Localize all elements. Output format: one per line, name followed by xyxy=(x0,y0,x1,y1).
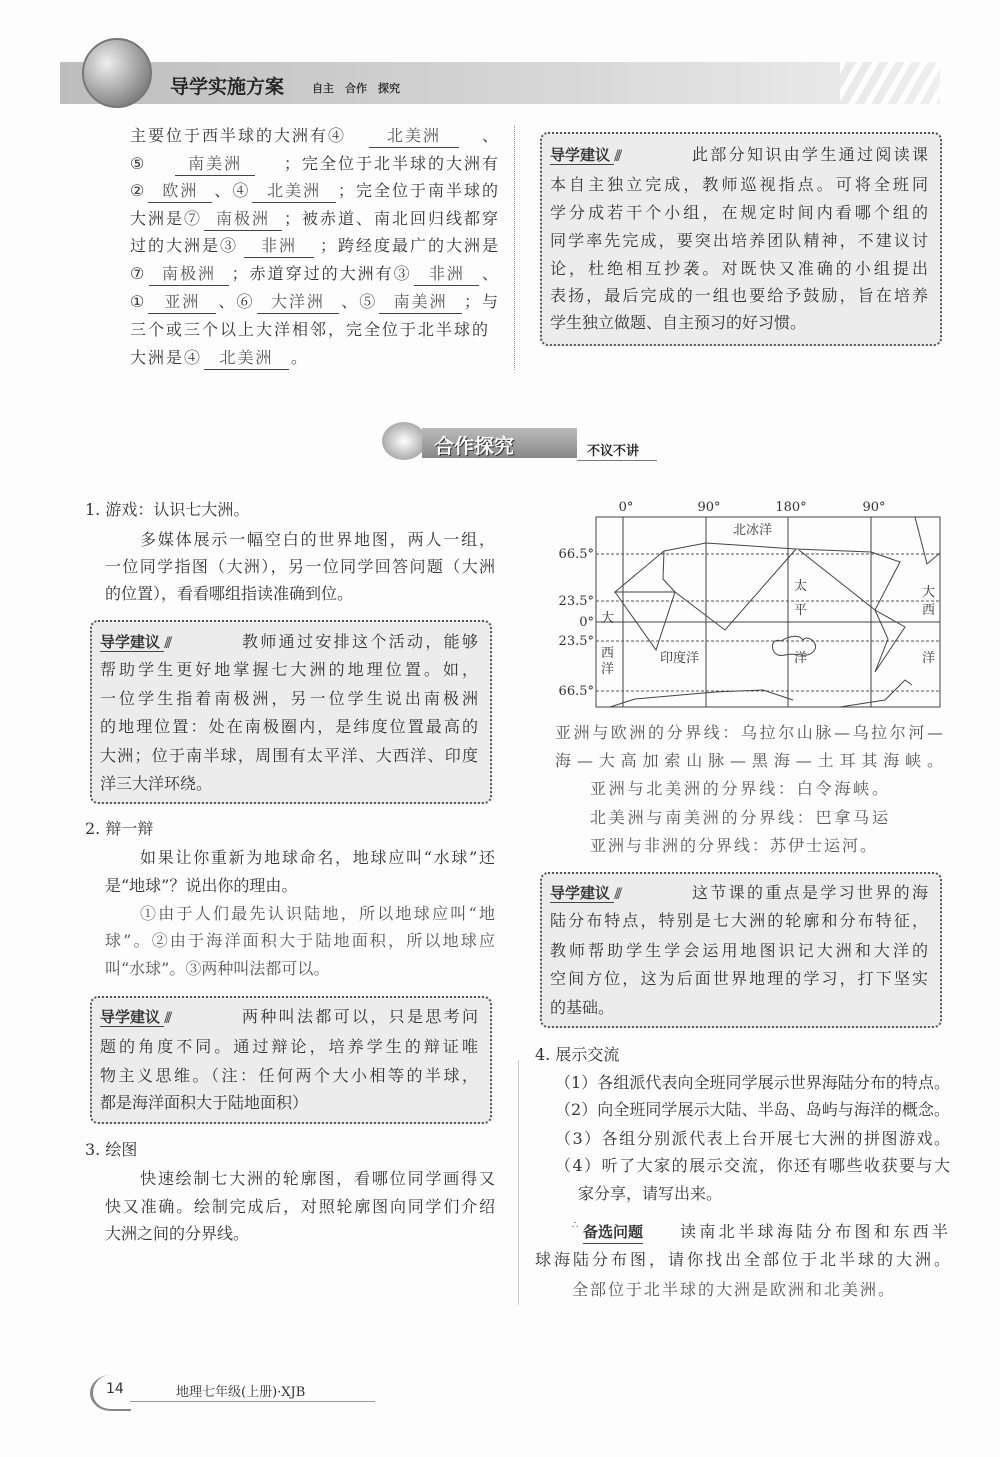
header-title: 导学实施方案 xyxy=(170,76,285,98)
ocean-label-pacific: 洋 xyxy=(794,651,808,666)
question-4-item: （3）各组分别派代表上台开展七大洲的拼图游戏。 xyxy=(555,1129,950,1148)
fill-line xyxy=(130,153,500,176)
tip-label: 导学建议 xyxy=(100,633,164,652)
question-3-text: 快又准确。绘制完成后，对照轮廓图向同学们介绍 xyxy=(105,1197,495,1216)
tip-text: 学生独立做题、自主预习的好习惯。 xyxy=(550,313,807,332)
fill-text: 、 xyxy=(481,264,500,283)
slash-decoration-icon: /// xyxy=(164,635,170,651)
tip-text: 题的角度不同。通过辩论，培养学生的辩证唯 xyxy=(100,1037,478,1056)
answer-blank: 南极洲 xyxy=(149,263,229,286)
ocean-label-pacific: 平 xyxy=(794,603,808,618)
column-divider xyxy=(514,125,515,370)
ocean-label-atlantic-east: 大 xyxy=(922,585,936,600)
ocean-label-atlantic-east: 西 xyxy=(922,603,936,618)
fill-line xyxy=(130,291,500,314)
tip-label: 导学建议 xyxy=(100,1008,164,1027)
book-icon xyxy=(382,422,426,460)
boundary-text: 亚洲与北美洲的分界线：白令海峡。 xyxy=(590,779,890,798)
longitude-label: 90° xyxy=(862,500,886,515)
tip-text: 教师帮助学生学会运用地图识记大洲和大洋的 xyxy=(550,941,928,960)
tip-label-1 xyxy=(550,144,633,167)
ocean-label-atlantic-east: 洋 xyxy=(922,651,936,666)
answer-blank: 北美洲 xyxy=(204,347,289,370)
ocean-label-atlantic-west: 西 xyxy=(601,646,615,661)
answer-blank: 亚洲 xyxy=(148,291,216,314)
fill-line xyxy=(130,180,500,203)
boundary-text: 亚洲与欧洲的分界线：乌拉尔山脉—乌拉尔河— xyxy=(555,723,945,742)
ocean-label-atlantic-west: 大 xyxy=(601,611,615,626)
fill-text: ⑦ xyxy=(130,264,147,283)
fill-line xyxy=(130,125,500,148)
section-banner xyxy=(372,420,657,462)
tip-text: 大洲；位于南半球，周围有太平洋、大西洋、印度 xyxy=(100,746,478,765)
tip-text: 同学率先完成，要突出培养团队精神，不建议讨 xyxy=(550,231,928,250)
tip-label-4 xyxy=(550,882,633,905)
tip-text: 洋三大洋环绕。 xyxy=(100,774,213,793)
fill-text: 大洲是④ xyxy=(130,348,203,367)
ocean-label-pacific: 太 xyxy=(794,579,808,594)
ocean-label-indian: 印度洋 xyxy=(660,651,700,666)
sparkle-icon: ∴ xyxy=(572,1220,579,1231)
fill-text: 主要位于西半球的大洲有④ xyxy=(130,126,347,145)
answer-blank: 南美洲 xyxy=(175,153,255,176)
footer-rule xyxy=(130,1401,375,1402)
question-1-heading: 1. 游戏：认识七大洲。 xyxy=(85,500,250,519)
question-1-text: 多媒体展示一幅空白的世界地图，两人一组， xyxy=(140,530,495,549)
optional-question: 球海陆分布图，请你找出全部位于北半球的大洲。 xyxy=(535,1250,950,1269)
boundary-text: 亚洲与非洲的分界线：苏伊士运河。 xyxy=(590,836,879,855)
tip-text: 空间方位，这为后面世界地理的学习，打下坚实 xyxy=(550,969,928,988)
section-title: 合作探究 xyxy=(434,434,514,458)
question-2-text: 如果让你重新为地球命名，地球应叫“水球”还 xyxy=(140,848,495,867)
question-3-heading: 3. 绘图 xyxy=(85,1140,138,1159)
fill-text: ；赤道穿过的大洲有③ xyxy=(231,264,412,283)
tip-label: 导学建议 xyxy=(550,146,614,165)
tip-text: 这节课的重点是学习世界的海 xyxy=(692,883,928,902)
fill-text: 、⑥ xyxy=(218,292,255,311)
question-1-text: 一位同学指图（大洲），另一位同学回答问题（大洲 xyxy=(105,557,495,576)
fill-text: ；被赤道、南北回归线都穿 xyxy=(283,209,500,228)
optional-label: 备选问题 xyxy=(583,1221,643,1244)
answer-blank: 南极洲 xyxy=(204,208,282,231)
question-4-item: （1）各组派代表向全班同学展示世界海陆分布的特点。 xyxy=(555,1073,950,1092)
fill-text: ① xyxy=(130,292,147,311)
slash-decoration-icon: /// xyxy=(614,148,620,164)
question-4-item: （4）听了大家的展示交流，你还有哪些收获要与大 xyxy=(555,1156,950,1175)
question-4-heading: 4. 展示交流 xyxy=(535,1045,620,1064)
fill-text: ；完全位于北半球的大洲有 xyxy=(283,154,500,173)
tip-label: 导学建议 xyxy=(550,884,614,903)
longitude-label: 0° xyxy=(618,500,634,515)
tip-text: 的地理位置：处在南极圈内，是纬度位置最高的 xyxy=(100,717,478,736)
tip-text: 都是海洋面积大于陆地面积） xyxy=(100,1093,309,1112)
tip-text: 论，杜绝相互抄袭。对既快又准确的小组提出 xyxy=(550,259,928,278)
latitude-label: 23.5° xyxy=(558,634,594,649)
fill-text: 过的大洲是③ xyxy=(130,236,239,255)
fill-text: 、⑤ xyxy=(341,292,378,311)
question-2-text: 是“地球”？说出你的理由。 xyxy=(105,876,298,895)
fill-line xyxy=(130,235,500,258)
slash-decoration-icon: /// xyxy=(614,886,620,902)
fill-line xyxy=(130,208,500,231)
header-subtitle: 自主 合作 探究 xyxy=(312,82,400,95)
fill-line xyxy=(130,263,500,286)
question-3-text: 大洲之间的分界线。 xyxy=(105,1224,250,1243)
tip-text: 本自主独立完成，教师巡视指点。可将全班同 xyxy=(550,175,928,194)
fill-text: ⑤ xyxy=(130,154,147,173)
latitude-label: 23.5° xyxy=(558,594,594,609)
optional-answer: 全部位于北半球的大洲是欧洲和北美洲。 xyxy=(572,1280,897,1299)
book-title: 地理七年级(上册)·XJB xyxy=(176,1385,306,1400)
tip-text: 两种叫法都可以，只是思考问 xyxy=(242,1007,478,1026)
answer-blank: 非洲 xyxy=(244,235,314,258)
tip-label-2 xyxy=(100,631,183,654)
tip-text: 物主义思维。（注：任何两个大小相等的半球， xyxy=(100,1066,478,1085)
answer-blank: 南美洲 xyxy=(379,291,462,314)
fill-text: 三个或三个以上大洋相邻，完全位于北半球的 xyxy=(130,320,491,339)
question-3-text: 快速绘制七大洲的轮廓图，看哪位同学画得又 xyxy=(140,1169,495,1188)
boundary-text: 北美洲与南美洲的分界线：巴拿马运 xyxy=(590,808,890,827)
header-stripes xyxy=(840,62,940,104)
section-subtitle: 不议不讲 xyxy=(587,444,640,459)
latitude-label: 0° xyxy=(579,615,594,630)
world-map-sketch xyxy=(555,495,945,710)
slash-decoration-icon: /// xyxy=(164,1010,170,1026)
question-4-item: （2）向全班同学展示大陆、半岛、岛屿与海洋的概念。 xyxy=(555,1100,950,1119)
tip-text: 一位学生指着南极洲，另一位学生说出南极洲 xyxy=(100,689,478,708)
tip-text: 的基础。 xyxy=(550,998,615,1017)
answer-blank: 北美洲 xyxy=(369,125,459,148)
boundary-text: 海—大高加索山脉—黑海—土耳其海峡。 xyxy=(555,751,945,770)
fill-line xyxy=(130,319,500,341)
fill-text: 。 xyxy=(291,348,310,367)
answer-blank: 大洋洲 xyxy=(257,291,340,314)
longitude-label: 90° xyxy=(697,500,721,515)
fill-text: ；完全位于南半球的 xyxy=(337,181,500,200)
ocean-label-arctic: 北冰洋 xyxy=(733,523,773,538)
optional-question: 读南北半球海陆分布图和东西半 xyxy=(680,1222,948,1241)
fill-text: ；与 xyxy=(463,292,500,311)
answer-blank: 北美洲 xyxy=(252,180,336,203)
answer-blank: 非洲 xyxy=(414,263,479,286)
question-2-answer: ①由于人们最先认识陆地，所以地球应叫“地 xyxy=(140,904,495,923)
tip-text: 教师通过安排这个活动，能够 xyxy=(242,632,478,651)
fill-text: 、 xyxy=(481,126,500,145)
tip-text: 帮助学生更好地掌握七大洲的地理位置。如， xyxy=(100,660,478,679)
question-2-heading: 2. 辩一辩 xyxy=(85,819,154,838)
question-2-answer: 叫“水球”。③两种叫法都可以。 xyxy=(105,959,330,978)
tip-text: 陆分布特点，特别是七大洲的轮廓和分布特征， xyxy=(550,911,928,930)
fill-text: 大洲是⑦ xyxy=(130,209,203,228)
page-number: 14 xyxy=(106,1381,124,1397)
latitude-label: 66.5° xyxy=(558,547,594,562)
fill-text: ② xyxy=(130,181,147,200)
fill-text: ；跨经度最广的大洲是 xyxy=(319,236,500,255)
mascot-logo xyxy=(82,38,152,108)
fill-text: 、④ xyxy=(214,181,251,200)
question-4-item: 家分享，请写出来。 xyxy=(578,1184,723,1203)
question-2-answer: 球”。②由于海洋面积大于陆地面积，所以地球应 xyxy=(105,931,495,950)
latitude-label: 66.5° xyxy=(558,684,594,699)
tip-text: 此部分知识由学生通过阅读课 xyxy=(692,145,928,164)
tip-text: 表扬，最后完成的一组也要给予鼓励，旨在培养 xyxy=(550,286,928,305)
lower-column-divider xyxy=(518,1060,519,1305)
tip-label-3 xyxy=(100,1006,183,1029)
answer-blank: 欧洲 xyxy=(148,180,212,203)
question-1-text: 的位置），看看哪组指读准确到位。 xyxy=(105,584,354,603)
longitude-label: 180° xyxy=(775,500,807,515)
tip-text: 学分成若干个小组，在规定时间内看哪个组的 xyxy=(550,203,928,222)
banner-underline xyxy=(577,460,657,461)
ocean-label-atlantic-west: 洋 xyxy=(601,662,615,677)
fill-line xyxy=(130,347,500,370)
